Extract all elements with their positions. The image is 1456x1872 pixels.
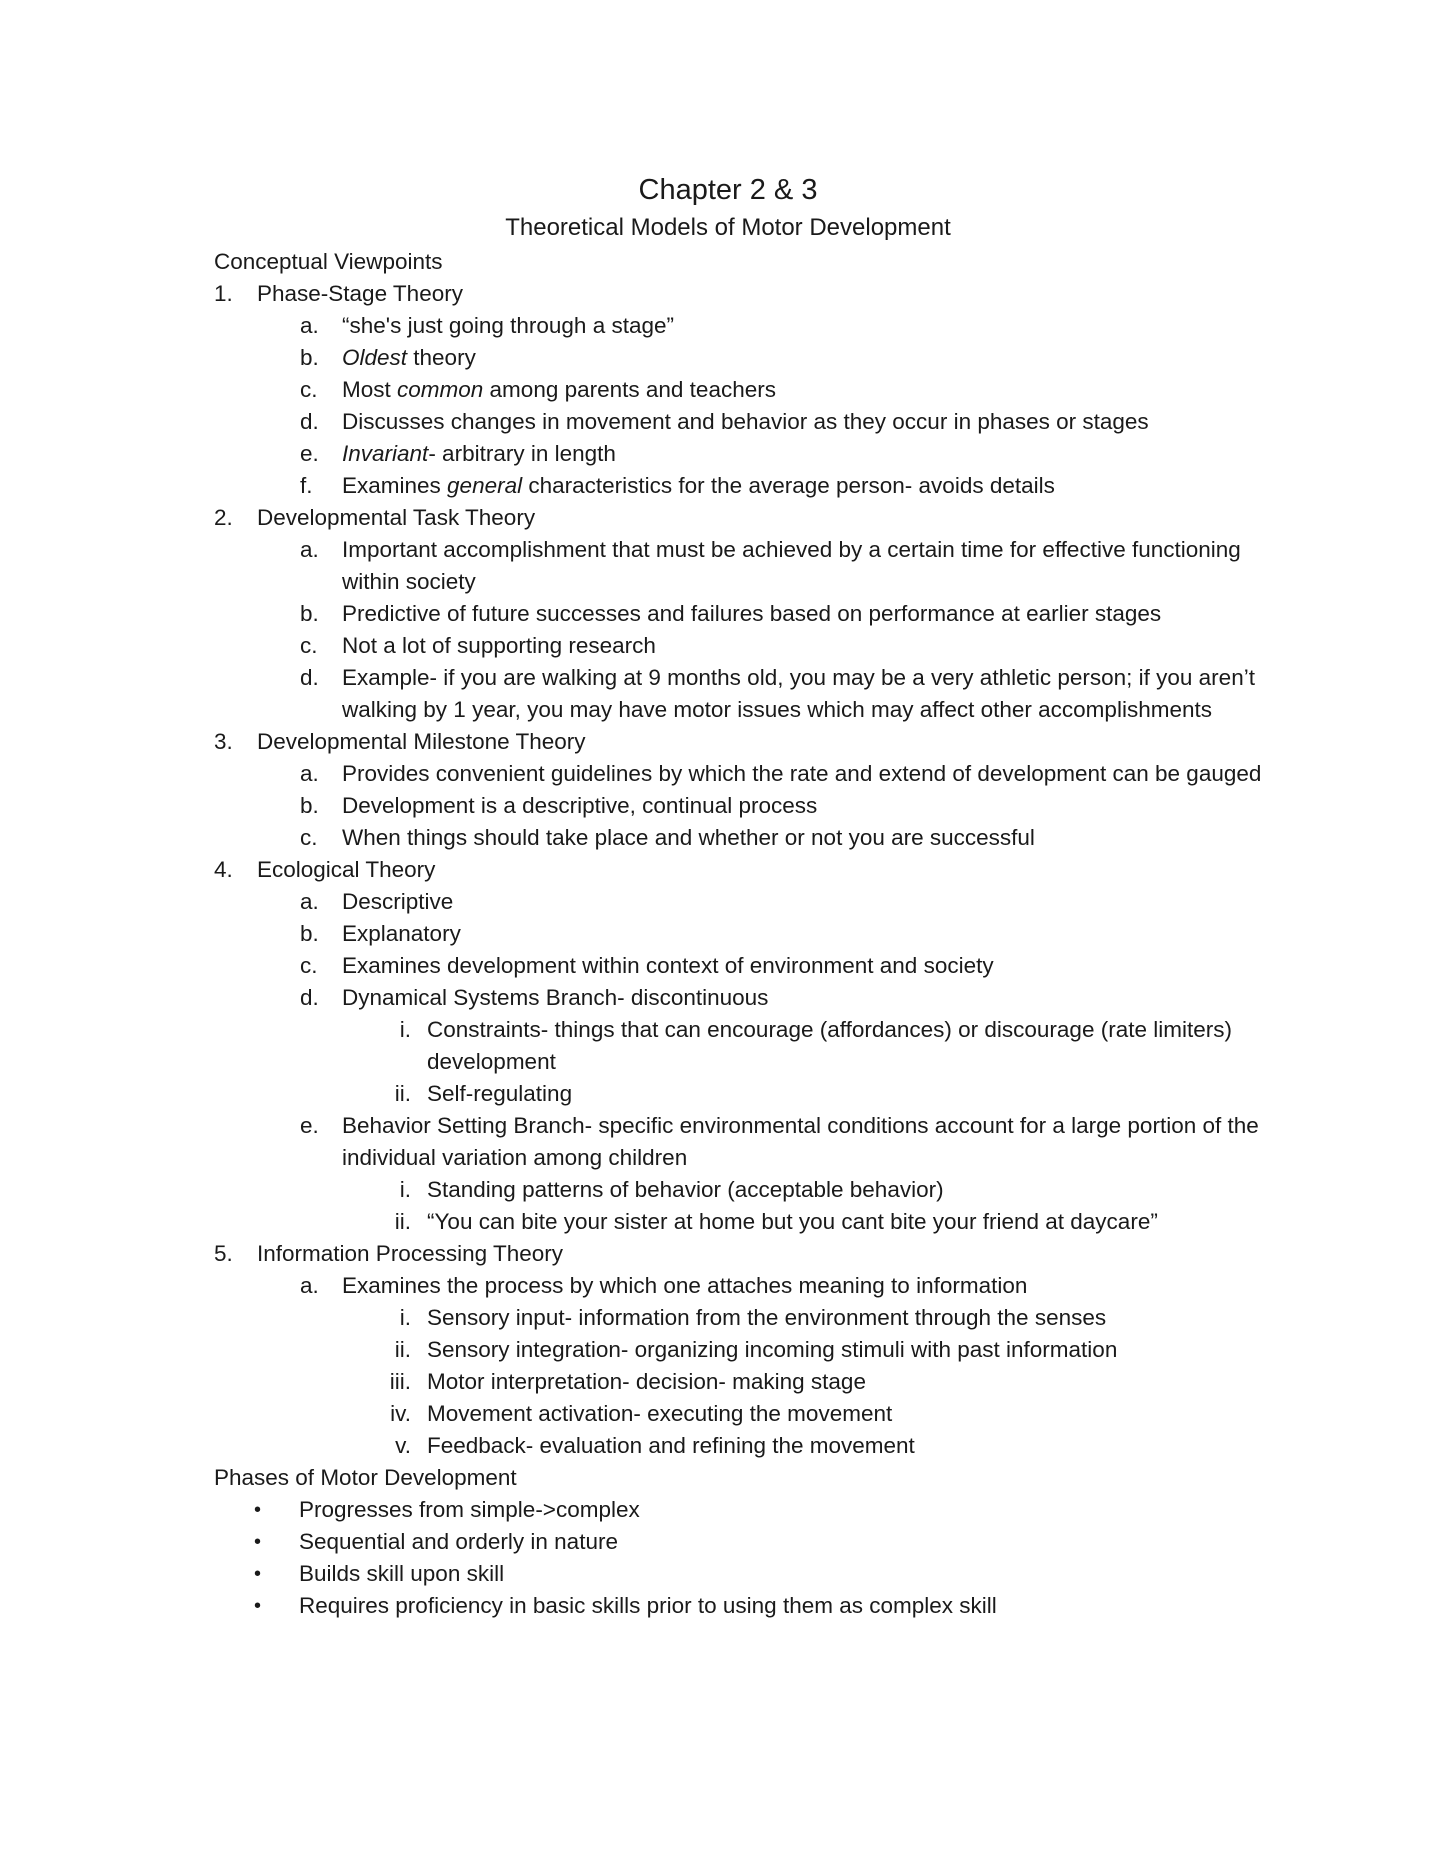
sub-item [214, 1206, 1264, 1238]
list-marker: b. [300, 921, 319, 946]
list-marker: c. [300, 377, 318, 402]
list-text: Example- if you are walking at 9 months old, you may be a very athletic person; if you aren’t walking by 1 year, you may have motor issues which may affect other accomplishments [342, 665, 1255, 722]
emphasis-text: Invariant [342, 441, 429, 466]
sub-item [214, 1366, 1264, 1398]
sub-item [214, 1078, 1264, 1110]
list-marker: a. [300, 537, 319, 562]
list-marker: 5. [214, 1241, 233, 1266]
list-item [214, 1110, 1264, 1174]
list-marker: 4. [214, 857, 233, 882]
document-body [214, 246, 1264, 1622]
text-run: - arbitrary in length [428, 441, 616, 466]
sub-item [214, 1334, 1264, 1366]
list-text: Progresses from simple->complex [299, 1497, 640, 1522]
page-title: Chapter 2 & 3 [638, 174, 818, 206]
list-text: Sensory input- information from the environment through the senses [427, 1305, 1107, 1330]
list-text: Motor interpretation- decision- making stage [427, 1369, 866, 1394]
emphasis-text: Oldest [342, 345, 408, 370]
list-text: Self-regulating [427, 1081, 573, 1106]
list-marker: 1. [214, 281, 233, 306]
list-marker: a. [300, 889, 319, 914]
list-text: Not a lot of supporting research [342, 633, 656, 658]
list-marker: ii. [394, 1337, 411, 1362]
list-text: Explanatory [342, 921, 461, 946]
list-marker: • [254, 1531, 262, 1553]
list-text [214, 374, 1264, 406]
list-marker: b. [300, 345, 319, 370]
list-marker: c. [300, 953, 318, 978]
list-item [214, 406, 1264, 438]
list-item [214, 982, 1264, 1014]
emphasis-text: general [447, 473, 523, 498]
list-item [214, 662, 1264, 726]
list-marker: a. [300, 1273, 319, 1298]
theory-heading [214, 278, 1264, 310]
text-run: theory [407, 345, 476, 370]
list-text: Important accomplishment that must be achieved by a certain time for effective functioning within society [342, 537, 1241, 594]
sub-item [214, 1174, 1264, 1206]
text-run: among parents and teachers [483, 377, 776, 402]
list-text: Phase-Stage Theory [257, 281, 463, 306]
list-marker: e. [300, 1113, 319, 1138]
list-item [214, 790, 1264, 822]
list-marker: i. [399, 1305, 411, 1330]
list-text: Requires proficiency in basic skills prior to using them as complex skill [299, 1593, 997, 1618]
list-text: When things should take place and whether or not you are successful [342, 825, 1035, 850]
list-item [214, 310, 1264, 342]
list-marker: b. [300, 793, 319, 818]
list-marker: e. [300, 441, 319, 466]
list-marker: c. [300, 633, 318, 658]
list-marker: f. [300, 473, 313, 498]
list-marker: a. [300, 761, 319, 786]
list-text: Ecological Theory [257, 857, 436, 882]
list-text: Developmental Task Theory [257, 505, 536, 530]
list-text: Behavior Setting Branch- specific environmental conditions account for a large portion of the individual variation among children [342, 1113, 1259, 1170]
bullet-list [214, 1494, 1264, 1622]
section-heading: Conceptual Viewpoints [214, 249, 443, 274]
list-marker: b. [300, 601, 319, 626]
list-text: Sensory integration- organizing incoming stimuli with past information [427, 1337, 1118, 1362]
list-marker: d. [300, 985, 319, 1010]
text-run: Most [342, 377, 398, 402]
list-text: Dynamical Systems Branch- discontinuous [342, 985, 769, 1010]
theory-heading [214, 854, 1264, 886]
list-text: Feedback- evaluation and refining the movement [427, 1433, 915, 1458]
emphasis-text: common [397, 377, 484, 402]
sub-item [214, 1398, 1264, 1430]
theory-list [214, 278, 1264, 1462]
theory-heading [214, 726, 1264, 758]
list-marker: ii. [394, 1209, 411, 1234]
section-heading: Phases of Motor Development [214, 1465, 517, 1490]
list-text: Discusses changes in movement and behavior as they occur in phases or stages [342, 409, 1149, 434]
list-item [214, 886, 1264, 918]
list-text: Descriptive [342, 889, 454, 914]
theory-heading [214, 502, 1264, 534]
list-text: “You can bite your sister at home but you cant bite your friend at daycare” [427, 1209, 1158, 1234]
list-item [214, 534, 1264, 598]
list-text: Movement activation- executing the movement [427, 1401, 893, 1426]
list-text: Developmental Milestone Theory [257, 729, 586, 754]
text-run: Examines [342, 473, 448, 498]
list-text: Builds skill upon skill [299, 1561, 505, 1586]
list-text [214, 342, 1264, 374]
sub-item [214, 1302, 1264, 1334]
text-run: characteristics for the average person- avoids details [522, 473, 1055, 498]
list-item [214, 822, 1264, 854]
list-marker: 2. [214, 505, 233, 530]
list-text: Provides convenient guidelines by which the rate and extend of development can be gauged [342, 761, 1262, 786]
list-marker: d. [300, 665, 319, 690]
list-marker: 3. [214, 729, 233, 754]
list-item [214, 342, 1264, 374]
sub-item [214, 1014, 1264, 1078]
list-text: Examines the process by which one attaches meaning to information [342, 1273, 1028, 1298]
list-item [214, 598, 1264, 630]
list-text: Examines development within context of environment and society [342, 953, 994, 978]
sub-item [214, 1430, 1264, 1462]
list-text [214, 470, 1264, 502]
list-marker: • [254, 1499, 262, 1521]
list-marker: a. [300, 313, 319, 338]
list-item [214, 758, 1264, 790]
list-marker: v. [395, 1433, 411, 1458]
list-text: Information Processing Theory [257, 1241, 563, 1266]
list-item [214, 374, 1264, 406]
list-marker: c. [300, 825, 318, 850]
bullet-item [214, 1590, 1264, 1622]
list-marker: iii. [389, 1369, 411, 1394]
list-item [214, 918, 1264, 950]
list-text: Constraints- things that can encourage (affordances) or discourage (rate limiters) development [427, 1017, 1232, 1074]
list-text: “she's just going through a stage” [342, 313, 674, 338]
bullet-item [214, 1494, 1264, 1526]
bullet-item [214, 1558, 1264, 1590]
list-text: Standing patterns of behavior (acceptable behavior) [427, 1177, 944, 1202]
list-item [214, 950, 1264, 982]
list-item [214, 630, 1264, 662]
list-text: Sequential and orderly in nature [299, 1529, 618, 1554]
bullet-item [214, 1526, 1264, 1558]
list-item [214, 438, 1264, 470]
list-marker: • [254, 1595, 262, 1617]
list-text: Predictive of future successes and failures based on performance at earlier stages [342, 601, 1162, 626]
list-text [214, 438, 1264, 470]
list-item [214, 470, 1264, 502]
list-text: Development is a descriptive, continual process [342, 793, 818, 818]
list-marker: i. [399, 1177, 411, 1202]
list-marker: ii. [394, 1081, 411, 1106]
theory-heading [214, 1238, 1264, 1270]
list-marker: • [254, 1563, 262, 1585]
list-marker: iv. [390, 1401, 411, 1426]
page-subtitle: Theoretical Models of Motor Development [505, 214, 951, 241]
list-marker: i. [399, 1017, 411, 1042]
list-marker: d. [300, 409, 319, 434]
list-item [214, 1270, 1264, 1302]
